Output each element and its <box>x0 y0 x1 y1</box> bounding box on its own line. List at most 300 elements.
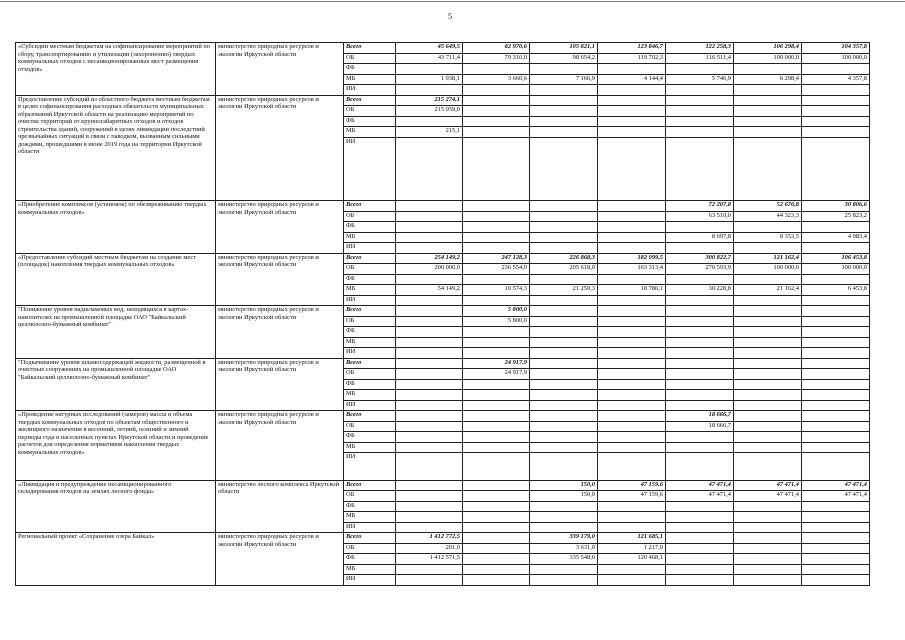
table-row <box>16 533 870 544</box>
amount-cell: 43 711,4 <box>396 53 463 64</box>
amount-cell: 270 593,9 <box>666 264 734 275</box>
amount-cell: 21 250,3 <box>530 285 598 296</box>
amount-cell <box>802 379 870 390</box>
amount-cell: 200 000,0 <box>396 264 463 275</box>
funding-source-label: Всего <box>344 480 396 491</box>
funding-source-label: Всего <box>344 533 396 544</box>
amount-cell <box>530 369 598 380</box>
table-row <box>16 253 870 264</box>
amount-cell: 226 868,3 <box>530 253 598 264</box>
amount-cell: 100 000,0 <box>802 264 870 275</box>
funding-source-label: МБ <box>344 127 396 138</box>
amount-cell <box>530 201 598 212</box>
amount-cell <box>598 442 666 453</box>
amount-cell: 52 676,8 <box>734 201 802 212</box>
amount-cell <box>734 543 802 554</box>
amount-cell: 1 938,1 <box>396 74 463 85</box>
amount-cell <box>598 432 666 443</box>
amount-cell <box>802 442 870 453</box>
amount-cell <box>530 316 598 327</box>
amount-cell <box>734 564 802 575</box>
measure-description: "Понижение уровня надшламовых вод, находящихся в картах-накопителях на промышленной площадке ОАО "Байкальский целлюлозно-бумажный комбинат" <box>16 306 216 359</box>
amount-cell <box>463 222 530 233</box>
amount-cell <box>463 64 530 75</box>
amount-cell: 121 162,4 <box>734 253 802 264</box>
amount-cell <box>802 95 870 106</box>
amount-cell <box>802 295 870 306</box>
amount-cell <box>598 201 666 212</box>
amount-cell <box>463 400 530 411</box>
amount-cell <box>666 379 734 390</box>
amount-cell: 21 162,4 <box>734 285 802 296</box>
amount-cell <box>666 400 734 411</box>
responsible-executor: министерство природных ресурсов и экологии Иркутской области <box>216 43 344 96</box>
amount-cell <box>463 442 530 453</box>
amount-cell <box>463 201 530 212</box>
amount-cell <box>802 543 870 554</box>
table-row <box>16 480 870 491</box>
amount-cell <box>598 232 666 243</box>
funding-source-label: ФБ <box>344 64 396 75</box>
funding-source-label: МБ <box>344 512 396 523</box>
amount-cell: 6 453,8 <box>802 285 870 296</box>
amount-cell <box>396 512 463 523</box>
amount-cell <box>463 480 530 491</box>
amount-cell <box>666 554 734 565</box>
amount-cell <box>530 348 598 359</box>
amount-cell <box>463 411 530 422</box>
amount-cell <box>666 337 734 348</box>
amount-cell: 116 511,4 <box>666 53 734 64</box>
amount-cell <box>396 64 463 75</box>
amount-cell <box>396 421 463 432</box>
amount-cell <box>666 432 734 443</box>
amount-cell <box>666 327 734 338</box>
amount-cell <box>666 512 734 523</box>
amount-cell <box>396 411 463 422</box>
amount-cell <box>802 522 870 533</box>
amount-cell: 1 412 571,5 <box>396 554 463 565</box>
funding-source-label: ОБ <box>344 264 396 275</box>
amount-cell: 201,0 <box>396 543 463 554</box>
funding-source-label: ФБ <box>344 432 396 443</box>
amount-cell <box>734 390 802 401</box>
funding-source-label: Всего <box>344 306 396 317</box>
amount-cell <box>463 243 530 254</box>
amount-cell <box>396 400 463 411</box>
amount-cell <box>802 453 870 481</box>
amount-cell: 236 554,0 <box>463 264 530 275</box>
amount-cell: 247 128,3 <box>463 253 530 264</box>
amount-cell <box>530 564 598 575</box>
amount-cell <box>666 369 734 380</box>
amount-cell <box>530 453 598 481</box>
amount-cell: 79 310,0 <box>463 53 530 64</box>
amount-cell: 18 786,1 <box>598 285 666 296</box>
funding-source-label: МБ <box>344 285 396 296</box>
amount-cell: 30 228,8 <box>666 285 734 296</box>
funding-source-label: ФБ <box>344 379 396 390</box>
amount-cell <box>463 274 530 285</box>
amount-cell <box>463 232 530 243</box>
amount-cell <box>396 501 463 512</box>
measure-description: «Предоставление субсидий местным бюджетам на создание мест (площадок) накопления твердых коммунальных отходов» <box>16 253 216 306</box>
amount-cell <box>734 85 802 96</box>
amount-cell <box>598 390 666 401</box>
amount-cell <box>734 337 802 348</box>
amount-cell <box>598 137 666 201</box>
amount-cell <box>802 369 870 380</box>
amount-cell <box>598 348 666 359</box>
funding-source-label: ОБ <box>344 543 396 554</box>
amount-cell <box>463 85 530 96</box>
amount-cell <box>530 358 598 369</box>
funding-source-label: ИИ <box>344 575 396 586</box>
amount-cell: 47 471,4 <box>666 480 734 491</box>
amount-cell: 120 468,1 <box>598 554 666 565</box>
amount-cell <box>666 501 734 512</box>
responsible-executor: министерство природных ресурсов и экологии Иркутской области <box>216 358 344 411</box>
funding-source-label: МБ <box>344 337 396 348</box>
amount-cell <box>463 554 530 565</box>
amount-cell: 339 179,0 <box>530 533 598 544</box>
amount-cell <box>802 316 870 327</box>
amount-cell <box>734 369 802 380</box>
amount-cell: 47 471,4 <box>802 491 870 502</box>
page-top-rule <box>0 1 905 2</box>
amount-cell <box>463 491 530 502</box>
amount-cell <box>530 575 598 586</box>
amount-cell <box>666 533 734 544</box>
amount-cell: 215,1 <box>396 127 463 138</box>
responsible-executor: министерство природных ресурсов и экологии Иркутской области <box>216 306 344 359</box>
funding-source-label: Всего <box>344 358 396 369</box>
amount-cell: 47 159,6 <box>598 480 666 491</box>
amount-cell: 82 970,6 <box>463 43 530 54</box>
amount-cell <box>530 337 598 348</box>
amount-cell <box>598 369 666 380</box>
measure-description: «Субсидии местным бюджетам на софинансирование мероприятий по сбору, транспортированию и утилизации (захоронению) твердых коммунальных отходов с несанкционированных мест размещения отходов» <box>16 43 216 96</box>
amount-cell <box>802 432 870 443</box>
amount-cell: 182 099,5 <box>598 253 666 264</box>
amount-cell <box>598 564 666 575</box>
amount-cell <box>530 211 598 222</box>
table-row <box>16 306 870 317</box>
measure-description: Предоставление субсидий из областного бюджета местным бюджетам в целях софинансирования расходных обязательств муниципальных образований Иркутской области на реализацию мероприятий по очистке территорий от крупногабаритных отходов и отходов строительства зданий, сооружений в целях ликвидации последствий чрезвычайных ситуаций в связи с паводком, вызванным сильными дождями, прошедшими в июне 2019 года на территории Иркутской области <box>16 95 216 201</box>
amount-cell <box>530 421 598 432</box>
amount-cell <box>463 421 530 432</box>
amount-cell <box>666 106 734 117</box>
amount-cell: 47 471,4 <box>802 480 870 491</box>
amount-cell <box>396 564 463 575</box>
amount-cell: 163 313,4 <box>598 264 666 275</box>
amount-cell <box>802 137 870 201</box>
amount-cell: 24 917,9 <box>463 369 530 380</box>
funding-source-label: Всего <box>344 201 396 212</box>
funding-source-label: МБ <box>344 442 396 453</box>
amount-cell <box>463 337 530 348</box>
amount-cell <box>396 201 463 212</box>
amount-cell <box>802 390 870 401</box>
funding-source-label: ФБ <box>344 501 396 512</box>
amount-cell: 4 357,8 <box>802 74 870 85</box>
amount-cell <box>396 337 463 348</box>
funding-source-label: ФБ <box>344 554 396 565</box>
amount-cell <box>734 512 802 523</box>
amount-cell <box>666 95 734 106</box>
amount-cell <box>734 379 802 390</box>
amount-cell <box>666 564 734 575</box>
funding-source-label: МБ <box>344 232 396 243</box>
amount-cell <box>598 127 666 138</box>
amount-cell <box>598 95 666 106</box>
amount-cell <box>530 243 598 254</box>
amount-cell <box>802 243 870 254</box>
measure-description: «Приобретение комплексов (установок) по обезвреживанию твердых коммунальных отходов» <box>16 201 216 254</box>
amount-cell <box>666 64 734 75</box>
amount-cell <box>396 222 463 233</box>
funding-source-label: Всего <box>344 43 396 54</box>
responsible-executor: министерство лесного комплекса Иркутской области <box>216 480 344 533</box>
amount-cell <box>598 106 666 117</box>
amount-cell <box>530 95 598 106</box>
amount-cell: 300 822,7 <box>666 253 734 264</box>
amount-cell <box>530 522 598 533</box>
funding-source-label: ИИ <box>344 295 396 306</box>
table-row <box>16 358 870 369</box>
amount-cell <box>666 116 734 127</box>
amount-cell <box>396 243 463 254</box>
amount-cell: 8 353,5 <box>734 232 802 243</box>
amount-cell <box>530 274 598 285</box>
amount-cell <box>396 85 463 96</box>
table-row <box>16 411 870 422</box>
amount-cell <box>802 127 870 138</box>
amount-cell <box>734 533 802 544</box>
amount-cell <box>463 575 530 586</box>
amount-cell <box>802 533 870 544</box>
amount-cell <box>666 522 734 533</box>
amount-cell <box>530 232 598 243</box>
funding-source-label: Всего <box>344 95 396 106</box>
amount-cell <box>734 358 802 369</box>
amount-cell <box>802 85 870 96</box>
amount-cell: 104 357,8 <box>802 43 870 54</box>
amount-cell <box>666 243 734 254</box>
amount-cell <box>598 421 666 432</box>
amount-cell <box>463 543 530 554</box>
amount-cell <box>802 421 870 432</box>
amount-cell <box>734 316 802 327</box>
amount-cell <box>396 211 463 222</box>
amount-cell <box>530 137 598 201</box>
amount-cell <box>463 432 530 443</box>
funding-source-label: МБ <box>344 564 396 575</box>
funding-source-label: ФБ <box>344 327 396 338</box>
amount-cell <box>463 116 530 127</box>
amount-cell <box>396 358 463 369</box>
amount-cell: 1 412 772,5 <box>396 533 463 544</box>
amount-cell <box>463 106 530 117</box>
responsible-executor: министерство природных ресурсов и экологии Иркутской области <box>216 201 344 254</box>
amount-cell <box>530 432 598 443</box>
amount-cell: 123 846,7 <box>598 43 666 54</box>
amount-cell: 150,0 <box>530 491 598 502</box>
funding-source-label: ОБ <box>344 106 396 117</box>
amount-cell <box>802 64 870 75</box>
amount-cell <box>463 327 530 338</box>
amount-cell <box>530 295 598 306</box>
amount-cell <box>666 348 734 359</box>
amount-cell <box>734 522 802 533</box>
amount-cell <box>530 390 598 401</box>
amount-cell: 10 574,3 <box>463 285 530 296</box>
amount-cell <box>734 411 802 422</box>
budget-table <box>15 42 870 586</box>
amount-cell <box>734 453 802 481</box>
funding-source-label: Всего <box>344 253 396 264</box>
amount-cell <box>530 116 598 127</box>
amount-cell: 3 631,0 <box>530 543 598 554</box>
amount-cell: 335 548,0 <box>530 554 598 565</box>
amount-cell <box>802 411 870 422</box>
amount-cell <box>666 575 734 586</box>
amount-cell <box>396 274 463 285</box>
amount-cell <box>734 554 802 565</box>
funding-source-label: ОБ <box>344 491 396 502</box>
amount-cell: 8 697,8 <box>666 232 734 243</box>
amount-cell <box>734 400 802 411</box>
amount-cell <box>530 327 598 338</box>
amount-cell <box>396 295 463 306</box>
amount-cell: 47 471,4 <box>666 491 734 502</box>
amount-cell <box>598 512 666 523</box>
funding-source-label: ИИ <box>344 85 396 96</box>
amount-cell <box>463 295 530 306</box>
amount-cell <box>598 306 666 317</box>
amount-cell <box>530 512 598 523</box>
amount-cell <box>802 274 870 285</box>
amount-cell <box>530 442 598 453</box>
amount-cell: 100 000,0 <box>802 53 870 64</box>
amount-cell <box>396 453 463 481</box>
amount-cell <box>598 211 666 222</box>
amount-cell <box>666 85 734 96</box>
amount-cell <box>598 295 666 306</box>
funding-source-label: ФБ <box>344 274 396 285</box>
amount-cell <box>666 316 734 327</box>
amount-cell <box>463 211 530 222</box>
amount-cell <box>530 501 598 512</box>
amount-cell: 100 000,0 <box>734 264 802 275</box>
amount-cell: 5 800,0 <box>463 306 530 317</box>
amount-cell <box>802 116 870 127</box>
amount-cell <box>802 400 870 411</box>
amount-cell <box>598 222 666 233</box>
amount-cell <box>734 106 802 117</box>
amount-cell <box>530 85 598 96</box>
table-row <box>16 43 870 54</box>
funding-source-label: ИИ <box>344 400 396 411</box>
amount-cell <box>396 369 463 380</box>
amount-cell <box>396 348 463 359</box>
amount-cell <box>734 137 802 201</box>
amount-cell <box>802 554 870 565</box>
amount-cell: 63 510,0 <box>666 211 734 222</box>
amount-cell <box>396 116 463 127</box>
amount-cell: 44 323,3 <box>734 211 802 222</box>
funding-source-label: ИИ <box>344 522 396 533</box>
funding-source-label: ИИ <box>344 243 396 254</box>
amount-cell <box>734 575 802 586</box>
amount-cell: 25 823,2 <box>802 211 870 222</box>
amount-cell <box>463 533 530 544</box>
amount-cell <box>396 491 463 502</box>
amount-cell <box>734 243 802 254</box>
amount-cell <box>463 390 530 401</box>
amount-cell <box>598 85 666 96</box>
amount-cell: 106 453,8 <box>802 253 870 264</box>
amount-cell <box>734 327 802 338</box>
amount-cell: 100 000,0 <box>734 53 802 64</box>
amount-cell <box>396 442 463 453</box>
amount-cell <box>802 327 870 338</box>
amount-cell <box>463 127 530 138</box>
measure-description: «Проведение натурных исследований (замеров) массы и объема твердых коммунальных отходов по объектам общественного и жилищного назначения в весенний, летний, осенний и зимний периоды года в населенных пунктах Иркутской области и проведение расчетов для определения нормативов накопления твердых коммунальных отходов» <box>16 411 216 481</box>
amount-cell: 4 983,4 <box>802 232 870 243</box>
funding-source-label: ИИ <box>344 137 396 201</box>
amount-cell <box>598 379 666 390</box>
amount-cell <box>598 358 666 369</box>
amount-cell <box>802 306 870 317</box>
amount-cell <box>734 442 802 453</box>
amount-cell <box>463 501 530 512</box>
amount-cell <box>598 116 666 127</box>
amount-cell <box>666 358 734 369</box>
amount-cell <box>802 575 870 586</box>
amount-cell: 72 207,8 <box>666 201 734 212</box>
amount-cell <box>530 400 598 411</box>
amount-cell <box>666 274 734 285</box>
amount-cell <box>666 390 734 401</box>
funding-source-label: ОБ <box>344 421 396 432</box>
amount-cell <box>463 453 530 481</box>
amount-cell <box>666 295 734 306</box>
amount-cell: 6 298,4 <box>734 74 802 85</box>
amount-cell <box>734 222 802 233</box>
amount-cell <box>396 522 463 533</box>
amount-cell <box>734 95 802 106</box>
funding-source-label: ОБ <box>344 316 396 327</box>
amount-cell <box>598 327 666 338</box>
amount-cell: 1 217,0 <box>598 543 666 554</box>
amount-cell: 18 666,7 <box>666 421 734 432</box>
amount-cell <box>463 512 530 523</box>
amount-cell <box>666 222 734 233</box>
amount-cell <box>530 306 598 317</box>
amount-cell <box>598 337 666 348</box>
amount-cell <box>598 522 666 533</box>
amount-cell <box>396 432 463 443</box>
amount-cell: 18 666,7 <box>666 411 734 422</box>
amount-cell <box>396 316 463 327</box>
funding-source-label: Всего <box>344 411 396 422</box>
responsible-executor: министерство природных ресурсов и экологии Иркутской области <box>216 533 344 586</box>
funding-source-label: ИИ <box>344 453 396 481</box>
amount-cell: 47 159,6 <box>598 491 666 502</box>
amount-cell <box>530 379 598 390</box>
amount-cell <box>734 348 802 359</box>
